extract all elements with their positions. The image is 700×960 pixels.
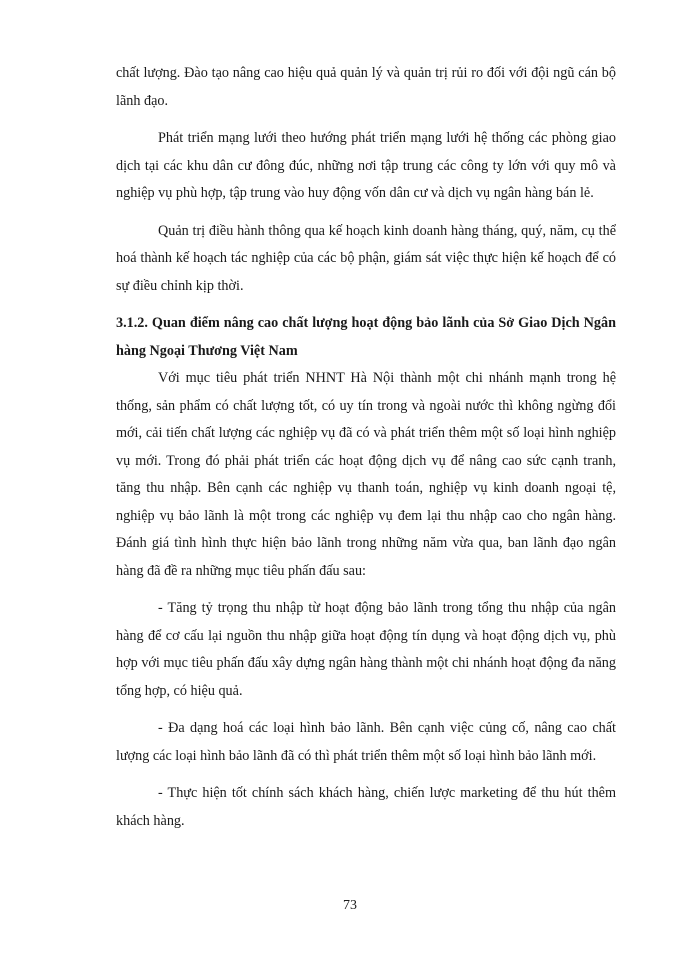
paragraph-training: chất lượng. Đào tạo nâng cao hiệu quả quản lý và quản trị rủi ro đối với đội ngũ cán bộ lãnh đạo.	[116, 65, 616, 109]
paragraph-network: Phát triển mạng lưới theo hướng phát triển mạng lưới hệ thống các phòng giao dịch tại các khu dân cư đông đúc, những nơi tập trung các công ty lớn với quy mô và nghiệp vụ phù hợp, tập trung vào huy động vốn dân cư và dịch vụ ngân hàng bán lẻ.	[116, 130, 616, 201]
section-heading: 3.1.2. Quan điểm nâng cao chất lượng hoạt động bảo lãnh của Sở Giao Dịch Ngân hàng Ngoại Thương Việt Nam	[116, 315, 616, 359]
bullet-income: - Tăng tỷ trọng thu nhập từ hoạt động bảo lãnh trong tổng thu nhập của ngân hàng để cơ cấu lại nguồn thu nhập giữa hoạt động tín dụng và hoạt động dịch vụ, phù hợp với mục tiêu phấn đấu xây dựng ngân hàng thành một chi nhánh hoạt động đa năng tổng hợp, có hiệu quả.	[116, 600, 616, 699]
paragraph-management: Quản trị điều hành thông qua kế hoạch kinh doanh hàng tháng, quý, năm, cụ thể hoá thành kế hoạch tác nghiệp của các bộ phận, giám sát việc thực hiện kế hoạch để có sự điều chỉnh kịp thời.	[116, 222, 616, 294]
section-intro: Với mục tiêu phát triển NHNT Hà Nội thành một chi nhánh mạnh trong hệ thống, sản phẩm có chất lượng tốt, có uy tín trong và ngoài nước thì không ngừng đổi mới, cải tiến chất lượng các nghiệp vụ đã có và phát triển thêm một số loại hình nghiệp vụ mới. Trong đó phải phát triển các hoạt động dịch vụ để nâng cao sức cạnh tranh, tăng thu nhập. Bên cạnh các nghiệp vụ thanh toán, nghiệp vụ kinh doanh ngoại tệ, nghiệp vụ bảo lãnh là một trong các nghiệp vụ đem lại thu nhập cao cho ngân hàng. Đánh giá tình hình thực hiện bảo lãnh trong những năm vừa qua, ban lãnh đạo ngân hàng đã đề ra những mục tiêu phấn đấu sau:	[116, 370, 616, 579]
bullet-diversify: - Đa dạng hoá các loại hình bảo lãnh. Bên cạnh việc củng cố, nâng cao chất lượng các loại hình bảo lãnh đã có thì phát triển thêm một số loại hình bảo lãnh mới.	[116, 720, 616, 764]
bullet-customers: - Thực hiện tốt chính sách khách hàng, chiến lược marketing để thu hút thêm khách hàng.	[116, 785, 616, 829]
page-number: 73	[343, 898, 357, 913]
page-body	[116, 60, 616, 835]
